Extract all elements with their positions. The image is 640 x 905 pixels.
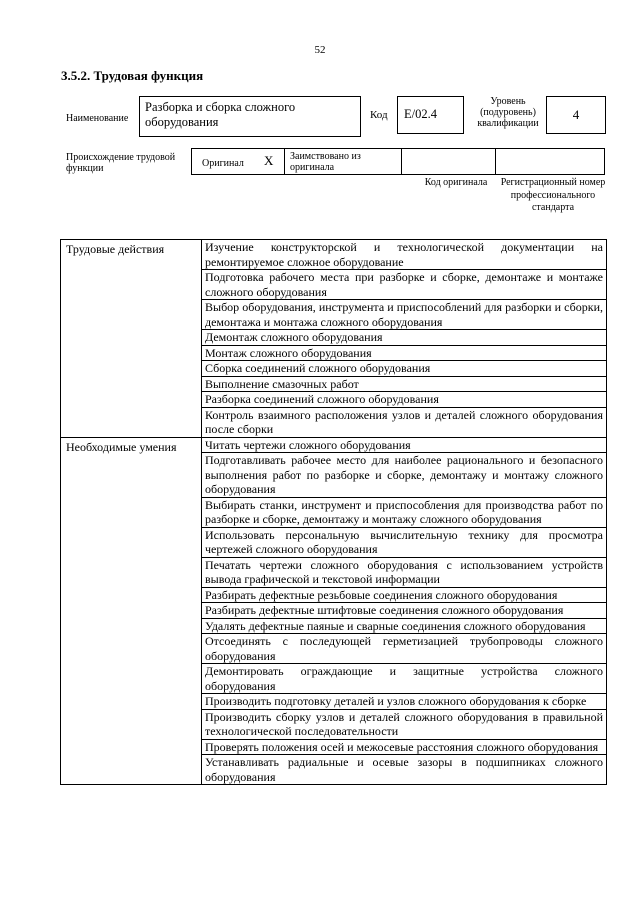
table-cell: Демонтировать ограждающие и защитные устройства сложного оборудования	[202, 664, 607, 694]
level-label: Уровень (подуровень) квалификации	[477, 96, 539, 129]
reg-number-cell	[495, 148, 605, 175]
table-cell: Сборка соединений сложного оборудования	[202, 361, 607, 377]
table-cell: Разборка соединений сложного оборудования	[202, 392, 607, 408]
table-cell: Подготовка рабочего места при разборке и сборке, демонтаже и монтаже сложного оборудования	[202, 270, 607, 300]
borrowed-label: Заимствовано из оригинала	[290, 151, 361, 173]
table-cell: Подготавливать рабочее место для наиболее рационального и безопасного выполнения работ по разборке и сборке, демонтажу и монтажу сложного оборудования	[202, 453, 607, 498]
table-cell: Контроль взаимного расположения узлов и деталей сложного оборудования после сборки	[202, 407, 607, 437]
table-row	[61, 437, 607, 453]
table-cell: Отсоединять с последующей герметизацией трубопроводы сложного оборудования	[202, 634, 607, 664]
table-cell: Выбирать станки, инструмент и приспособления для производства работ по разборке и сборке, демонтажу и монтажу сложного оборудования	[202, 497, 607, 527]
reg-number-label: Регистрационный номер профессионального стандарта	[500, 177, 606, 213]
original-cell	[191, 148, 285, 175]
function-name-value: Разборка и сборка сложного оборудования	[139, 96, 361, 137]
section-heading: Трудовые действия	[61, 240, 202, 438]
table-cell: Удалять дефектные паяные и сварные соединения сложного оборудования	[202, 618, 607, 634]
table-cell: Производить подготовку деталей и узлов сложного оборудования к сборке	[202, 694, 607, 710]
table-cell: Производить сборку узлов и деталей сложного оборудования в правильной технологической последовательности	[202, 709, 607, 739]
table-cell: Изучение конструкторской и технологической документации на ремонтируемое сложное оборудование	[202, 240, 607, 270]
table-cell: Устанавливать радиальные и осевые зазоры в подшипниках сложного оборудования	[202, 755, 607, 785]
original-mark: X	[264, 153, 274, 168]
original-label: Оригинал	[202, 158, 244, 169]
origin-label: Происхождение трудовой функции	[66, 152, 176, 174]
name-label: Наименование	[66, 113, 129, 124]
borrowed-cell	[284, 148, 402, 175]
section-title: 3.5.2. Трудовая функция	[61, 68, 204, 83]
table-row	[61, 240, 607, 270]
table-cell: Демонтаж сложного оборудования	[202, 330, 607, 346]
table-cell: Выбор оборудования, инструмента и приспособлений для разборки и сборки, демонтажа и монтажа сложного оборудования	[202, 300, 607, 330]
origin-row	[191, 148, 605, 175]
section-heading: Необходимые умения	[61, 437, 202, 785]
function-code-value: E/02.4	[397, 96, 464, 134]
table-cell: Проверять положения осей и межосевые расстояния сложного оборудования	[202, 739, 607, 755]
code-label: Код	[370, 109, 388, 121]
table-cell: Разбирать дефектные резьбовые соединения сложного оборудования	[202, 587, 607, 603]
function-table	[60, 239, 607, 785]
table-cell: Использовать персональную вычислительную технику для просмотра чертежей сложного оборудования	[202, 527, 607, 557]
table-cell: Читать чертежи сложного оборудования	[202, 437, 607, 453]
table-cell: Монтаж сложного оборудования	[202, 345, 607, 361]
code-original-label: Код оригинала	[424, 177, 488, 188]
code-original-cell	[401, 148, 496, 175]
table-cell: Выполнение смазочных работ	[202, 376, 607, 392]
table-cell: Разбирать дефектные штифтовые соединения сложного оборудования	[202, 603, 607, 619]
qualification-level-value: 4	[546, 96, 606, 134]
page-number: 52	[314, 44, 326, 56]
table-cell: Печатать чертежи сложного оборудования с использованием устройств вывода графической и текстовой информации	[202, 557, 607, 587]
